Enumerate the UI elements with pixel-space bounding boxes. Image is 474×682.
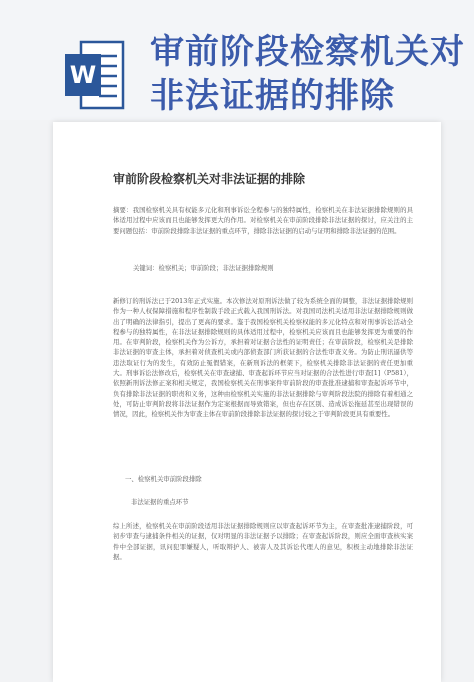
word-icon-letter: W: [69, 61, 97, 89]
body-paragraph-intro: 新修订的刑诉法已于2013年正式实施。本次修法对原刑诉法做了较为系统全面的调整，非法证据排除规则作为一种人权保障措施和程序性制裁手段正式载入我国刑诉法。对我国司法机关适用非法证据排除规则做出了明确的法律指引，提出了更高的要求。鉴于我国检察机关检察权能的多元化特点和对刑事诉讼活动全程参与的独特属性，在非法证据排除规则的具体适用过程中，检察机关应该而且也能够发挥更为重要的作用。在审判阶段，检察机关作为公诉方，承担着对证据合法性的证明责任；在审前阶段，检察机关是排除非法证据的审查主体，承担着对侦查机关或内部侦查部门所获证据的合法性审查义务。为防止刑讯逼供等违法取证行为的发生，有效防止冤假错案，在新刑诉法的框架下，检察机关排除非法证据的责任更加重大。刑事诉讼法修改后，检察机关在审查逮捕、审查起诉环节应当对证据的合法性进行审查[1]（P581），依照新刑诉法修正案和相关规定，我国检察机关在刑事案件审前阶段的审查批准逮捕和审查起诉环节中，负有排除非法证据的职责和义务，这种由检察机关实施的非法证据排除与审判阶段法院的排除有着相通之处，可防止审判阶段将非法证据作为定案根据而导致错案，但也存在区别、造成诉讼拖延甚至出现错误的情况，因此，检察机关作为审查主体在审前阶段排除非法证据的探讨较之于审判阶段更具有重要性。: [113, 297, 413, 419]
word-document-icon: [63, 38, 125, 112]
document-page: [53, 122, 441, 682]
document-banner: [0, 0, 474, 120]
banner-title: 审前阶段检察机关对非法证据的排除: [150, 32, 465, 116]
subsection-heading: 非法证据的重点环节: [131, 498, 189, 506]
section-heading: 一、检察机关审前阶段排除: [125, 475, 202, 483]
abstract-paragraph: 摘要：我国检察机关具有权能多元化和刑事诉讼全程参与的独特属性，检察机关在非法证据排除规则的具体适用过程中应该而且也能够发挥更大的作用。对检察机关在审前阶段排除非法证据的探讨，应关注的主要问题包括：审前阶段排除非法证据的重点环节，排除非法证据的启动与证明和排除非法证据的范围。: [113, 206, 413, 235]
document-title: 审前阶段检察机关对非法证据的排除: [113, 172, 306, 186]
keywords-line: 关键词：检察机关；审前阶段；非法证据排除规则: [133, 264, 274, 272]
body-paragraph-summary: 综上所述，检察机关在审前阶段适用非法证据排除规则应以审查起诉环节为主，在审查批准逮捕阶段，可初步审查与逮捕条件相关的证据，仅对明显的非法证据予以排除；在审查起诉阶段，则应全面审查核实案件中全部证据，讯问犯罪嫌疑人，听取辩护人、被害人及其诉讼代理人的意见，积极主动地排除非法证据。: [113, 522, 413, 561]
